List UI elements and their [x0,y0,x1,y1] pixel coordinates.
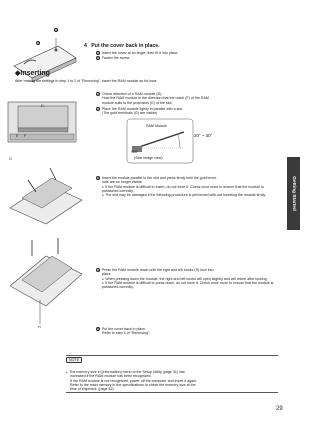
note-line-2: increased if the RAM module has been recognized. [70,374,152,379]
ram-insert-illustration [6,162,86,228]
label-h: H [38,325,41,329]
diamond-icon: ◆ [15,70,21,77]
label-e: E [16,134,19,138]
label-d: D [41,104,44,108]
note-section [66,348,278,406]
side-tab-label: Getting Started [291,176,296,211]
down-arrow-right [50,168,56,180]
angle-label: 20° ~ 30° [194,133,213,138]
label-f: F [24,134,27,138]
callout-1: 1 [37,41,40,45]
step4-title: Put the cover back in place. [91,43,160,49]
note-line-3: If the RAM module is not recognized, power off the computer and insert it again. [70,378,197,383]
note-line-1: ● The memory size in [Information] menu of the Setup Utility (page 31) has [66,370,278,374]
step4-bullet-2: ● If the RAM module is difficult to press down, do not force it. Check once more to ensure that the module is positioned correctly. [96,281,278,290]
step4-item-1: 1 Insert the cover at an angle, then fit it into place. [97,51,179,56]
inserting-step5: 5 Put the cover back in place. Refer to step 4 of "Removing". [97,327,151,336]
step4-bullet-1: ● When pressing down the module, the right and left hooks will open slightly and will return after locking. [96,277,278,281]
inserting-intro: After making the settings in step 1 to 2 of "Removing", insert the RAM module as fol-lows. [15,79,158,83]
ram-direction-illustration [6,94,82,154]
page-number: 29 [276,406,283,412]
slot-rail [10,134,74,140]
inserting-step2: 2 Place the RAM module lightly in parallel with a slot. (The gold terminals (G) are visible) [97,107,184,116]
step3-bullet-1: ● If the RAM module is difficult to insert, do not force it. Check once more to ensure that the module is positioned correctly. [96,185,278,194]
ram-module-label: RAM Module [146,124,167,128]
inserting-step3: 3 Insert the module parallel to the slot and press firmly until the gold termi- nals are no longer visible. ● If the RAM module is difficult to insert, do not force it. Check once more to ensure that the module is positioned correctly. ● The slot may be damaged if the following procedure is performed with-out inserting the module firmly. [96,176,278,198]
side-view-label: (Side image view) [134,156,163,160]
step4-number: 4 [84,43,87,49]
ram-lock-illustration [6,236,86,334]
inserting-step1: 1 Check direction of a RAM module (D). Hold the RAM module in the direction that the notch (F) of the RAM module suits to the protrusion (E) of the slot. [97,92,209,105]
inserting-heading: ◆Inserting [15,70,50,77]
label-g: G [9,157,12,161]
note-line-4: Refer to the main memory in the specifications to check the memory size at the [70,382,196,387]
callout-2: 2 [55,28,58,32]
note-tag: NOTE [66,357,82,364]
step4-heading [84,43,160,49]
section-side-tab [287,157,300,230]
gold-terminals [18,128,68,132]
down-arrow-left [28,180,36,192]
inserting-step4: 4 Press the RAM module down until the right and left hooks (H) lock into place. ● When pressing down the module, the right and left hooks will open slightly and will return after locking. ● If the RAM module is difficult to press down, do not force it. Check once more to ensure that the module is positioned correctly. [96,268,278,290]
note-line-5: time of shipment. (page 62) [70,387,114,392]
step4-item-2: 2 Fasten the screw. [97,56,131,61]
slot-label: Slot [131,150,138,154]
step3-bullet-2: ● The slot may be damaged if the following procedure is performed with-out inserting the module firmly. [96,193,278,197]
ram-module-body [18,106,68,128]
